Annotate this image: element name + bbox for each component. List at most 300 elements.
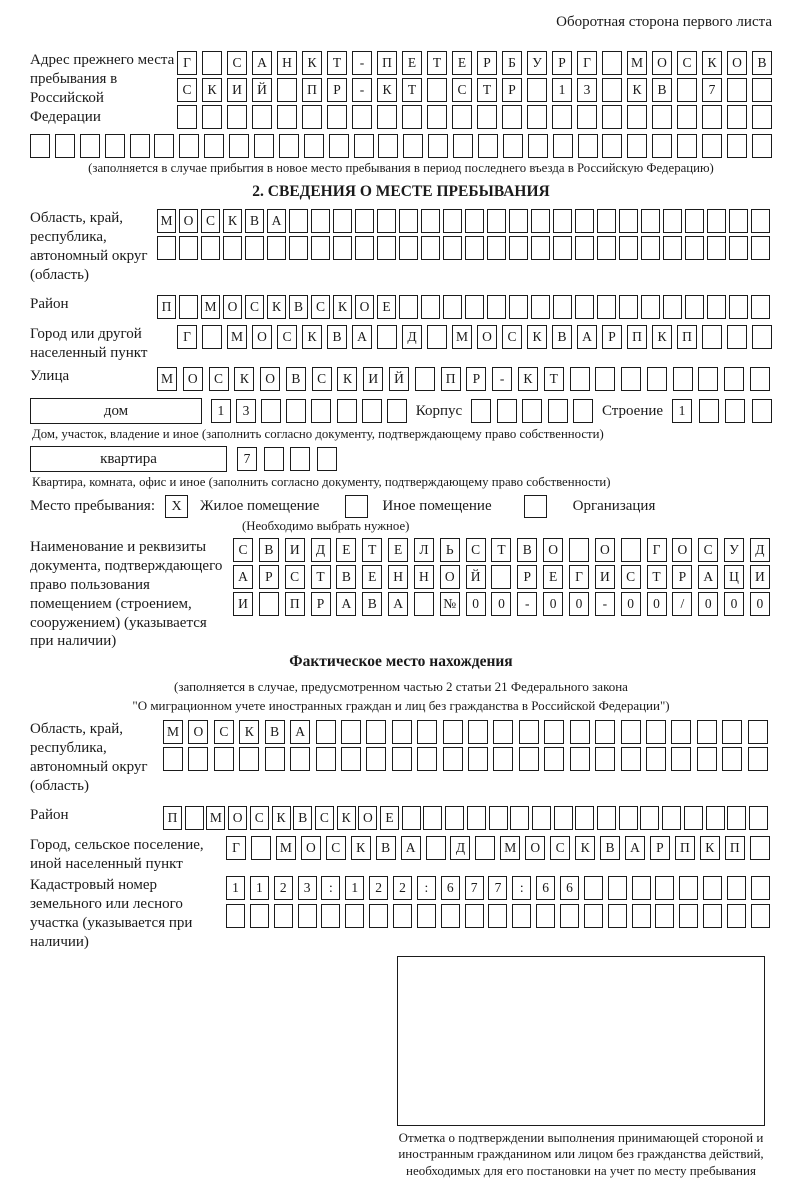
char-cell: 0 <box>647 592 667 616</box>
char-row <box>163 806 768 830</box>
char-cell: 0 <box>750 592 770 616</box>
char-cell <box>80 134 100 158</box>
char-cell <box>316 747 336 771</box>
dom-label-box: дом <box>30 398 202 424</box>
char-cell <box>239 747 259 771</box>
char-cell <box>750 836 770 860</box>
ulitsa-block <box>30 367 772 394</box>
char-cell <box>677 134 697 158</box>
char-cell: 7 <box>488 876 507 900</box>
char-cell: Б <box>502 51 522 75</box>
char-cell <box>702 105 722 129</box>
char-cell <box>597 295 616 319</box>
kadastr-rows <box>226 876 770 932</box>
option-zhiloe-label: Жилое помещение <box>200 498 320 514</box>
char-cell <box>245 236 264 260</box>
char-cell: Е <box>388 538 408 562</box>
char-cell <box>570 747 590 771</box>
kvartira-label-box: квартира <box>30 446 227 472</box>
char-cell <box>597 806 616 830</box>
char-cell <box>602 78 622 102</box>
char-cell: А <box>625 836 645 860</box>
char-cell: А <box>336 592 356 616</box>
char-row <box>163 747 768 771</box>
char-cell <box>706 806 725 830</box>
char-cell: П <box>377 51 397 75</box>
char-cell <box>554 806 573 830</box>
char-cell <box>646 720 666 744</box>
char-cell: К <box>700 836 720 860</box>
char-cell <box>352 105 372 129</box>
char-cell: В <box>752 51 772 75</box>
char-cell: А <box>388 592 408 616</box>
char-cell <box>290 747 310 771</box>
char-cell <box>602 51 622 75</box>
char-cell <box>387 399 407 423</box>
checkbox-organizatsiya <box>524 495 547 518</box>
char-cell <box>428 134 448 158</box>
char-cell <box>671 747 691 771</box>
char-cell <box>465 904 484 928</box>
char-cell <box>703 904 722 928</box>
char-cell <box>417 720 437 744</box>
char-cell <box>477 105 497 129</box>
char-cell <box>509 295 528 319</box>
char-cell: М <box>201 295 220 319</box>
char-cell <box>619 209 638 233</box>
char-cell <box>188 747 208 771</box>
char-cell: 6 <box>441 876 460 900</box>
char-cell <box>214 747 234 771</box>
char-cell: В <box>286 367 306 391</box>
fact-raion-block <box>30 806 772 833</box>
char-cell <box>553 134 573 158</box>
char-cell: С <box>201 209 220 233</box>
char-cell <box>105 134 125 158</box>
char-cell: С <box>250 806 269 830</box>
char-cell <box>575 806 594 830</box>
char-cell <box>289 209 308 233</box>
char-cell: П <box>677 325 697 349</box>
char-cell <box>333 236 352 260</box>
char-cell <box>226 904 245 928</box>
char-cell: Т <box>491 538 511 562</box>
char-cell: В <box>293 806 312 830</box>
char-cell <box>488 904 507 928</box>
char-row <box>233 538 770 562</box>
char-cell <box>544 720 564 744</box>
char-cell <box>751 904 770 928</box>
char-cell <box>699 399 719 423</box>
char-cell <box>531 209 550 233</box>
char-cell: О <box>223 295 242 319</box>
char-cell: Й <box>466 565 486 589</box>
char-cell: И <box>285 538 305 562</box>
char-cell <box>531 236 550 260</box>
char-cell: С <box>502 325 522 349</box>
char-cell: С <box>245 295 264 319</box>
char-cell: С <box>466 538 486 562</box>
char-cell <box>652 105 672 129</box>
prev-address-label: Адрес прежнего места пребывания в Российской Федерации <box>30 52 175 125</box>
char-cell: 2 <box>274 876 293 900</box>
char-cell: Н <box>277 51 297 75</box>
char-cell <box>685 295 704 319</box>
char-cell: 7 <box>465 876 484 900</box>
char-cell: С <box>209 367 229 391</box>
char-cell: М <box>627 51 647 75</box>
char-cell <box>727 904 746 928</box>
char-cell <box>702 134 722 158</box>
char-cell: О <box>252 325 272 349</box>
char-cell <box>632 904 651 928</box>
char-cell: - <box>517 592 537 616</box>
char-cell: П <box>285 592 305 616</box>
char-cell: А <box>290 720 310 744</box>
char-cell <box>55 134 75 158</box>
char-cell <box>646 747 666 771</box>
char-cell <box>345 904 364 928</box>
char-cell: Р <box>517 565 537 589</box>
doc-rows <box>233 538 770 619</box>
char-cell <box>750 367 770 391</box>
char-cell: Е <box>377 295 396 319</box>
char-cell <box>316 720 336 744</box>
char-cell <box>421 295 440 319</box>
char-cell <box>377 325 397 349</box>
char-cell: П <box>157 295 176 319</box>
char-cell <box>251 836 271 860</box>
char-cell <box>619 295 638 319</box>
prev-address-full-row <box>30 134 772 158</box>
fact-oblast-label: Область, край, республика, автономный округ (область) <box>30 721 148 794</box>
char-cell <box>519 720 539 744</box>
char-cell <box>337 399 357 423</box>
char-cell <box>677 105 697 129</box>
char-cell <box>311 209 330 233</box>
char-cell <box>341 747 361 771</box>
doc-label: Наименование и реквизиты документа, подтверждающего право пользования помещением (строением, сооружением) (указывается при наличии) <box>30 539 223 650</box>
char-cell: Д <box>450 836 470 860</box>
char-cell <box>752 105 772 129</box>
char-cell: О <box>228 806 247 830</box>
char-cell <box>751 209 770 233</box>
char-cell <box>154 134 174 158</box>
char-cell <box>519 747 539 771</box>
fact-captions <box>30 678 772 716</box>
char-cell <box>286 399 306 423</box>
char-cell: П <box>163 806 182 830</box>
char-cell: Г <box>226 836 246 860</box>
char-cell <box>427 105 447 129</box>
char-cell: К <box>234 367 254 391</box>
char-cell: К <box>351 836 371 860</box>
char-cell <box>377 236 396 260</box>
char-cell: А <box>252 51 272 75</box>
char-cell <box>354 134 374 158</box>
char-row <box>177 325 772 349</box>
prev-address-caption: (заполняется в случае прибытия в новое место пребывания в период последнего въезда в Российскую Федерацию) <box>88 161 714 175</box>
char-cell <box>468 747 488 771</box>
char-cell <box>748 747 768 771</box>
char-cell <box>185 806 204 830</box>
char-cell: О <box>301 836 321 860</box>
korpus-label: Корпус <box>415 402 463 419</box>
char-cell: 7 <box>702 78 722 102</box>
char-cell <box>487 295 506 319</box>
char-cell <box>575 209 594 233</box>
stamp-box <box>397 956 765 1126</box>
char-cell: М <box>227 325 247 349</box>
char-cell: Р <box>466 367 486 391</box>
char-cell <box>471 399 491 423</box>
char-cell <box>531 295 550 319</box>
char-cell <box>632 876 651 900</box>
char-cell <box>577 105 597 129</box>
char-cell <box>641 236 660 260</box>
char-cell: К <box>302 325 322 349</box>
char-cell: Т <box>477 78 497 102</box>
char-cell <box>597 209 616 233</box>
char-cell <box>697 747 717 771</box>
option-inoe-label: Иное помещение <box>382 498 492 514</box>
char-cell <box>465 209 484 233</box>
char-cell: К <box>652 325 672 349</box>
char-cell <box>378 134 398 158</box>
prev-address-rows <box>177 51 772 132</box>
char-cell <box>727 325 747 349</box>
char-cell: С <box>214 720 234 744</box>
char-cell: К <box>337 806 356 830</box>
char-cell <box>366 747 386 771</box>
char-cell <box>201 236 220 260</box>
page-side-note: Оборотная сторона первого листа <box>556 14 772 30</box>
char-cell: И <box>750 565 770 589</box>
char-cell <box>202 51 222 75</box>
char-cell: Г <box>177 51 197 75</box>
char-cell <box>647 367 667 391</box>
char-cell: М <box>276 836 296 860</box>
char-row <box>226 904 770 928</box>
char-cell: : <box>512 876 531 900</box>
char-cell: 0 <box>724 592 744 616</box>
char-cell <box>684 806 703 830</box>
char-cell <box>724 367 744 391</box>
char-cell <box>259 592 279 616</box>
char-cell <box>597 236 616 260</box>
char-cell: 3 <box>298 876 317 900</box>
char-cell: В <box>245 209 264 233</box>
char-cell <box>527 105 547 129</box>
char-cell: Т <box>311 565 331 589</box>
char-cell: А <box>233 565 253 589</box>
char-cell <box>250 904 269 928</box>
raion-label: Район <box>30 296 69 312</box>
char-cell <box>752 78 772 102</box>
char-cell <box>177 105 197 129</box>
char-cell <box>522 399 542 423</box>
char-cell <box>677 78 697 102</box>
char-cell <box>362 399 382 423</box>
char-cell: У <box>527 51 547 75</box>
char-cell <box>595 747 615 771</box>
char-cell <box>641 209 660 233</box>
char-cell: 0 <box>569 592 589 616</box>
char-cell <box>223 236 242 260</box>
char-row <box>177 51 772 75</box>
char-cell <box>749 806 768 830</box>
char-cell <box>493 720 513 744</box>
char-cell <box>544 747 564 771</box>
char-cell <box>157 236 176 260</box>
char-cell <box>252 105 272 129</box>
char-cell: Е <box>380 806 399 830</box>
char-cell: С <box>621 565 641 589</box>
char-cell <box>229 134 249 158</box>
char-cell: 0 <box>543 592 563 616</box>
char-cell <box>277 78 297 102</box>
char-cell: Ь <box>440 538 460 562</box>
char-cell <box>685 209 704 233</box>
char-cell: В <box>376 836 396 860</box>
char-cell <box>621 747 641 771</box>
char-cell: Р <box>672 565 692 589</box>
char-cell <box>509 236 528 260</box>
char-cell <box>663 236 682 260</box>
char-cell: - <box>352 51 372 75</box>
char-cell: 1 <box>211 399 231 423</box>
char-cell <box>729 236 748 260</box>
char-cell: А <box>401 836 421 860</box>
char-cell <box>727 105 747 129</box>
char-cell <box>377 209 396 233</box>
char-cell <box>443 720 463 744</box>
option-organizatsiya-label: Организация <box>572 498 656 514</box>
char-cell: Д <box>750 538 770 562</box>
char-cell <box>468 720 488 744</box>
char-cell <box>671 720 691 744</box>
char-cell: 6 <box>560 876 579 900</box>
char-cell <box>752 134 772 158</box>
char-cell: С <box>277 325 297 349</box>
char-cell: О <box>355 295 374 319</box>
char-cell <box>341 720 361 744</box>
char-cell <box>729 295 748 319</box>
char-cell <box>423 806 442 830</box>
char-row <box>157 367 770 391</box>
char-cell: О <box>477 325 497 349</box>
char-cell <box>560 904 579 928</box>
char-cell: Е <box>336 538 356 562</box>
mesto-hint: (Необходимо выбрать нужное) <box>242 519 410 533</box>
char-cell: Р <box>477 51 497 75</box>
char-cell: С <box>677 51 697 75</box>
char-cell <box>403 134 423 158</box>
char-cell <box>443 209 462 233</box>
char-cell: А <box>352 325 372 349</box>
char-cell <box>452 105 472 129</box>
char-cell: С <box>326 836 346 860</box>
char-cell <box>619 806 638 830</box>
raion-block <box>30 295 772 322</box>
char-cell <box>290 447 310 471</box>
char-cell: - <box>352 78 372 102</box>
char-cell <box>673 367 693 391</box>
char-cell: 1 <box>250 876 269 900</box>
char-cell <box>679 876 698 900</box>
stamp-caption: Отметка о подтверждении выполнения принимающей стороной и иностранным гражданином или лицом без гражданства действий, необходимых для его постановки на учет по месту пребывания <box>398 1129 764 1179</box>
char-cell: Д <box>402 325 422 349</box>
char-cell: К <box>527 325 547 349</box>
gorod-block <box>30 325 772 367</box>
char-cell: С <box>311 295 330 319</box>
char-cell: В <box>336 565 356 589</box>
char-cell <box>329 134 349 158</box>
char-cell <box>264 447 284 471</box>
char-cell: М <box>206 806 225 830</box>
char-cell: С <box>227 51 247 75</box>
char-cell: К <box>575 836 595 860</box>
char-cell <box>725 399 745 423</box>
char-cell: В <box>362 592 382 616</box>
char-cell <box>421 236 440 260</box>
char-cell <box>595 720 615 744</box>
char-cell <box>727 78 747 102</box>
char-cell <box>752 325 772 349</box>
char-cell: - <box>595 592 615 616</box>
char-cell: О <box>543 538 563 562</box>
char-cell: Р <box>327 78 347 102</box>
char-cell <box>722 747 742 771</box>
char-cell <box>698 367 718 391</box>
char-cell <box>254 134 274 158</box>
dom-caption: Дом, участок, владение и иное (заполнить согласно документу, подтверждающему право собственности) <box>32 427 604 441</box>
doc-block <box>30 538 772 651</box>
char-cell: Н <box>388 565 408 589</box>
char-cell: В <box>517 538 537 562</box>
char-cell <box>402 105 422 129</box>
char-cell: О <box>183 367 203 391</box>
char-cell <box>502 105 522 129</box>
char-cell <box>575 236 594 260</box>
char-cell <box>532 806 551 830</box>
char-cell <box>465 295 484 319</box>
char-cell <box>570 367 590 391</box>
char-cell <box>179 134 199 158</box>
fact-title: Фактическое место нахождения <box>289 653 513 671</box>
char-cell: Р <box>259 565 279 589</box>
char-row <box>471 399 593 423</box>
char-cell: М <box>157 367 177 391</box>
char-cell <box>662 806 681 830</box>
char-cell: И <box>233 592 253 616</box>
char-cell: В <box>600 836 620 860</box>
char-row <box>233 592 770 616</box>
char-cell: В <box>259 538 279 562</box>
char-row <box>237 447 337 471</box>
char-cell <box>595 367 615 391</box>
char-cell <box>663 209 682 233</box>
char-cell: Р <box>552 51 572 75</box>
char-cell: К <box>239 720 259 744</box>
char-cell: 0 <box>491 592 511 616</box>
char-cell <box>399 236 418 260</box>
char-cell: Т <box>402 78 422 102</box>
char-cell <box>602 105 622 129</box>
char-row <box>163 720 768 744</box>
char-cell: Р <box>502 78 522 102</box>
oblast-rows <box>157 209 770 263</box>
